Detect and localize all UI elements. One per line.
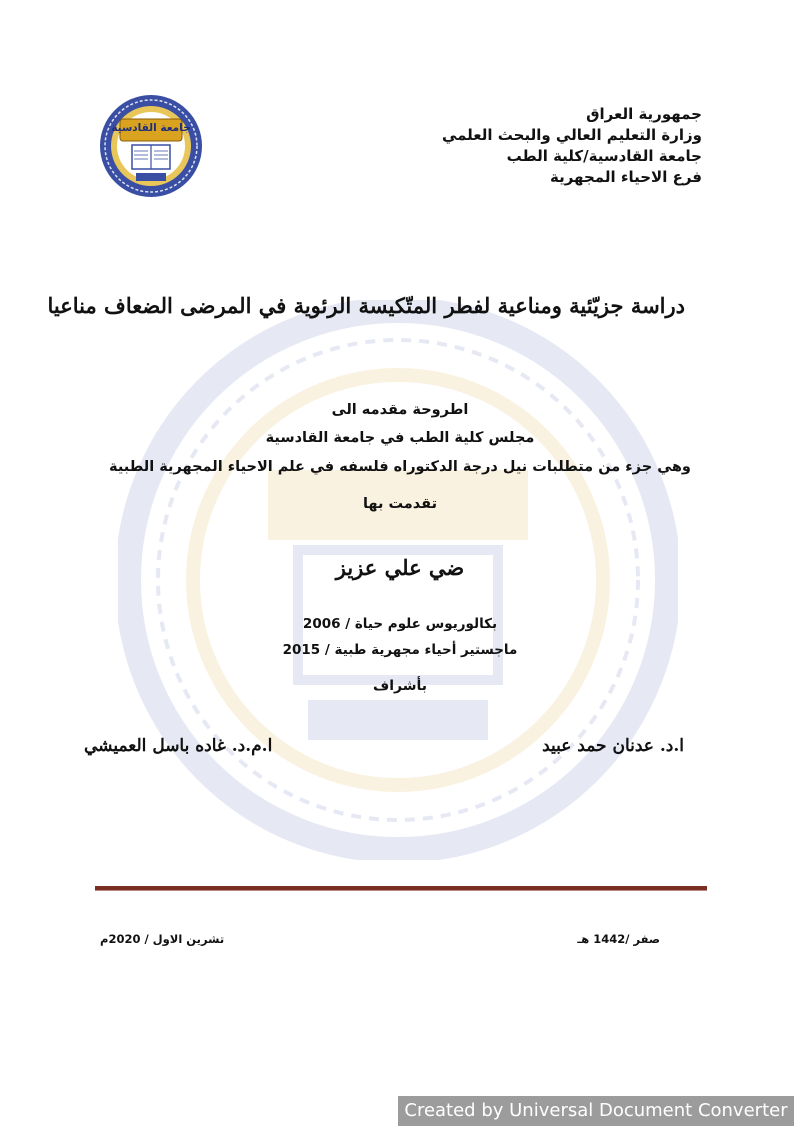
intro-line-3: وهي جزء من متطلبات نيل درجة الدكتوراه فلسفه في علم الاحياء المجهرية الطبية [109,459,691,475]
thesis-title: دراسة جزيّئية ومناعية لفطر المتّكيسة الرئوية في المرضى الضعاف مناعيا [47,293,685,318]
presented-by-label: تقدمت بها [362,496,438,512]
intro-line-2: مجلس كلية الطب في جامعة القادسية [265,430,535,446]
header-ministry: وزارة التعليم العالي والبحث العلمي [441,126,702,144]
degree-master: ماجستير أحياء مجهرية طبية / 2015 [282,642,518,658]
author-degrees [200,611,600,663]
converter-banner: Created by Universal Document Converter [398,1096,794,1126]
header-college: جامعة القادسية/كلية الطب [506,147,702,165]
degree-bachelor: بكالوريوس علوم حياة / 2006 [302,616,498,632]
intro-line-1: اطروحة مقدمه الى [331,402,469,418]
submission-statement [100,396,700,481]
footer-divider [95,886,707,891]
university-logo [98,93,204,199]
watermark-seal [118,300,678,860]
header-country: جمهورية العراق [586,105,702,123]
author-name: ضي علي عزيز [335,555,465,580]
header-department: فرع الاحياء المجهرية [550,168,702,186]
supervisor-2: ا.م.د. غاده باسل العميشي [84,736,273,756]
date-hijri: صفر /1442 هـ [577,932,660,946]
logo-text: جامعة القادسية [111,122,191,134]
supervision-label: بأشراف [372,678,428,694]
date-gregorian: تشرين الاول / 2020م [100,932,225,946]
institution-header [342,104,702,188]
supervisor-1: ا.د. عدنان حمد عبيد [542,736,684,756]
